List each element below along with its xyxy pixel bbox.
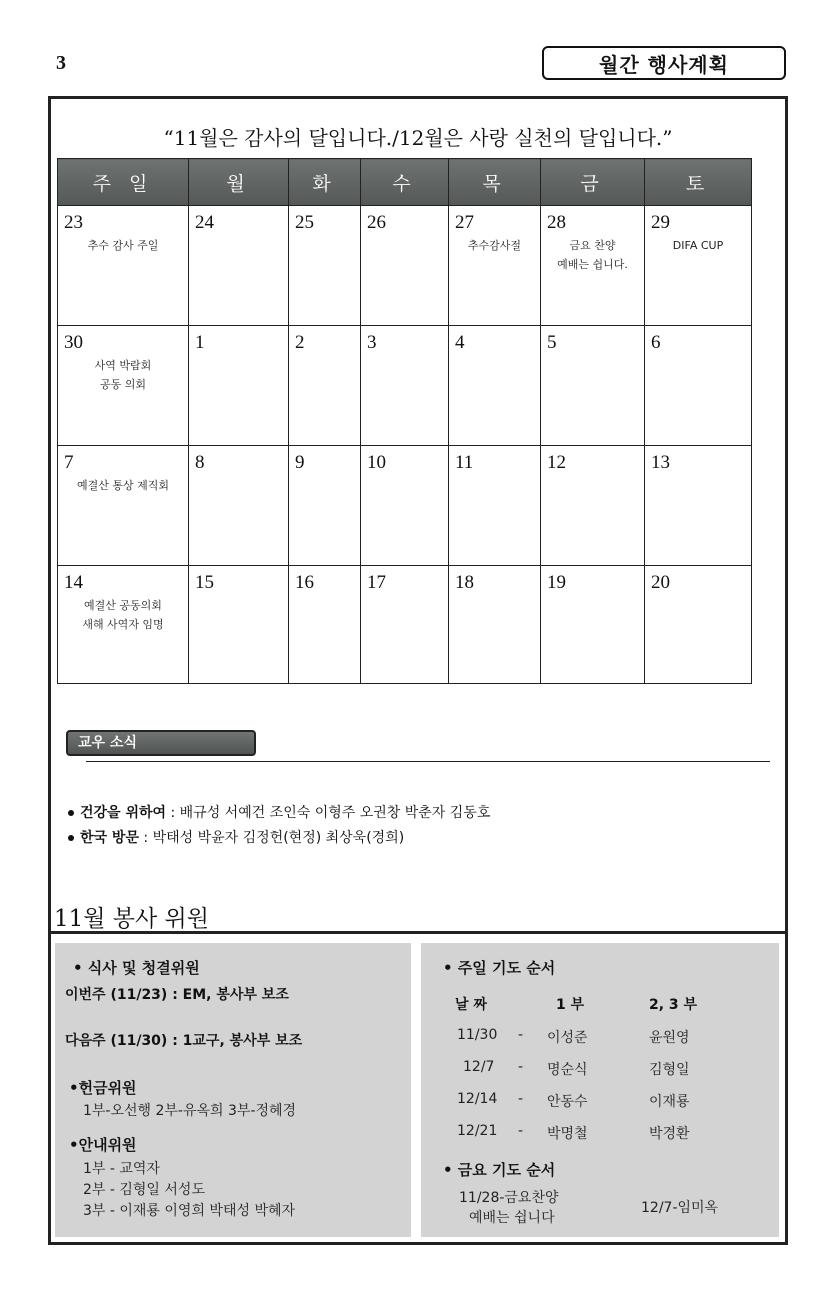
- volunteers-right-panel: [421, 943, 779, 1237]
- usher-line-2: 2부 - 김형일 서성도: [83, 1182, 205, 1198]
- calendar-day-cell: [58, 326, 189, 446]
- calendar-day-cell: [645, 206, 752, 326]
- day-number: 8: [195, 452, 205, 473]
- day-number: 26: [367, 212, 386, 233]
- calendar-day-cell: [541, 446, 645, 566]
- day-event-note: 예결산 공동의회 새해 사역자 임명: [82, 599, 164, 631]
- calendar-day-cell: [289, 326, 361, 446]
- offering-heading: •헌금위원: [69, 1079, 137, 1097]
- day-number: 24: [195, 212, 214, 233]
- next-week-duty: 다음주 (11/30) : 1교구, 봉사부 보조: [65, 1033, 303, 1049]
- calendar-day-cell: [361, 446, 449, 566]
- calendar-day-cell: [541, 206, 645, 326]
- calendar-day-cell: [645, 326, 752, 446]
- row-dash: -: [518, 1123, 524, 1139]
- day-number: 14: [64, 572, 83, 593]
- day-number: 4: [455, 332, 465, 353]
- row-second: 김형일: [649, 1062, 690, 1078]
- friday-right: 12/7-임미옥: [641, 1200, 719, 1216]
- meal-cleaning-heading: • 식사 및 청결위원: [73, 959, 200, 977]
- day-event-note: 추수감사절: [467, 239, 522, 252]
- friday-line-2: 예배는 쉽니다: [469, 1210, 555, 1226]
- news-item-title: 한국 방문: [80, 830, 139, 846]
- calendar-day-cell: [541, 566, 645, 684]
- col-second-third-service: 2, 3 부: [649, 997, 698, 1013]
- calendar-week-row: [58, 326, 752, 446]
- calendar-day-cell: [361, 566, 449, 684]
- calendar-day-cell: [289, 446, 361, 566]
- news-item-text: : 박태성 박윤자 김정헌(현정) 최상욱(경희): [138, 830, 405, 846]
- row-first: 명순식: [547, 1062, 588, 1078]
- row-first: 이성준: [547, 1030, 588, 1046]
- calendar-week-row: [58, 446, 752, 566]
- calendar-week-row: [58, 206, 752, 326]
- calendar-day-cell: [189, 206, 289, 326]
- calendar-day-cell: [58, 566, 189, 684]
- day-event-note: 사역 박람회 공동 의회: [94, 359, 152, 391]
- day-event-note: DIFA CUP: [672, 239, 724, 252]
- calendar-day-cell: [449, 326, 541, 446]
- row-second: 윤원영: [649, 1030, 690, 1046]
- calendar-day-cell: [58, 446, 189, 566]
- news-item-korea-visit: [68, 827, 404, 847]
- col-first-service: 1 부: [556, 997, 585, 1013]
- row-date: 12/7: [463, 1059, 495, 1075]
- row-first: 안동수: [547, 1094, 588, 1110]
- calendar-day-cell: [361, 206, 449, 326]
- day-number: 20: [651, 572, 670, 593]
- day-number: 6: [651, 332, 661, 353]
- weekday-fri: 금: [541, 159, 645, 206]
- day-number: 19: [547, 572, 566, 593]
- day-number: 16: [295, 572, 314, 593]
- news-item-text: : 배규성 서예건 조인숙 이형주 오권창 박춘자 김동호: [166, 805, 491, 821]
- row-dash: -: [518, 1059, 524, 1075]
- weekday-wed: 수: [361, 159, 449, 206]
- calendar-day-cell: [189, 446, 289, 566]
- day-number: 5: [547, 332, 557, 353]
- row-date: 12/14: [457, 1091, 498, 1107]
- friday-line-1: 11/28-금요찬양: [459, 1190, 559, 1206]
- weekday-sun: 주 일: [58, 159, 189, 206]
- calendar-day-cell: [449, 566, 541, 684]
- day-number: 23: [64, 212, 83, 233]
- day-number: 13: [651, 452, 670, 473]
- calendar-day-cell: [289, 566, 361, 684]
- day-number: 2: [295, 332, 305, 353]
- day-number: 12: [547, 452, 566, 473]
- calendar-day-cell: [449, 206, 541, 326]
- day-number: 17: [367, 572, 386, 593]
- monthly-motto: “11월은 감사의 달입니다./12월은 사랑 실천의 달입니다.”: [163, 126, 673, 150]
- news-item-title: 건강을 위하여: [80, 805, 167, 821]
- day-number: 29: [651, 212, 670, 233]
- volunteers-left-panel: [55, 943, 411, 1237]
- day-number: 7: [64, 452, 74, 473]
- calendar-day-cell: [189, 566, 289, 684]
- row-first: 박명철: [547, 1126, 588, 1142]
- bullet-icon: [68, 835, 74, 841]
- weekday-mon: 월: [189, 159, 289, 206]
- row-second: 이재룡: [649, 1094, 690, 1110]
- col-date: 날 짜: [455, 997, 487, 1013]
- row-dash: -: [518, 1027, 524, 1043]
- day-event-note: 금요 찬양 예배는 쉽니다.: [557, 239, 628, 271]
- day-number: 28: [547, 212, 566, 233]
- calendar-day-cell: [189, 326, 289, 446]
- row-second: 박경환: [649, 1126, 690, 1142]
- calendar-day-cell: [541, 326, 645, 446]
- sunday-prayer-heading: • 주일 기도 순서: [443, 959, 556, 977]
- weekday-sat: 토: [645, 159, 752, 206]
- day-number: 9: [295, 452, 305, 473]
- calendar-table: [57, 158, 752, 684]
- day-event-note: 예결산 통상 제직회: [76, 479, 169, 492]
- calendar-day-cell: [645, 446, 752, 566]
- volunteers-divider: [48, 931, 788, 934]
- row-date: 11/30: [457, 1027, 498, 1043]
- friday-prayer-heading: • 금요 기도 순서: [443, 1161, 556, 1179]
- offering-line: 1부-오선행 2부-유옥희 3부-정혜경: [83, 1103, 297, 1119]
- usher-line-1: 1부 - 교역자: [83, 1161, 160, 1177]
- calendar-day-cell: [645, 566, 752, 684]
- day-number: 25: [295, 212, 314, 233]
- day-number: 3: [367, 332, 377, 353]
- volunteers-title: 11월 봉사 위원: [54, 906, 209, 932]
- calendar-day-cell: [361, 326, 449, 446]
- day-number: 10: [367, 452, 386, 473]
- day-event-note: 추수 감사 주일: [87, 239, 159, 252]
- page-number: 3: [56, 52, 66, 74]
- usher-heading: •안내위원: [69, 1136, 137, 1154]
- calendar-week-row: [58, 566, 752, 684]
- page-title: 월간 행사계획: [542, 46, 786, 80]
- row-date: 12/21: [457, 1123, 498, 1139]
- bullet-icon: [68, 810, 74, 816]
- news-divider: [86, 761, 770, 762]
- calendar-day-cell: [449, 446, 541, 566]
- usher-line-3: 3부 - 이재룡 이영희 박태성 박혜자: [83, 1203, 296, 1219]
- calendar-day-cell: [289, 206, 361, 326]
- weekday-header-row: [58, 159, 752, 206]
- this-week-duty: 이번주 (11/23) : EM, 봉사부 보조: [65, 987, 289, 1003]
- day-number: 15: [195, 572, 214, 593]
- church-news-label: 교우 소식: [66, 730, 256, 756]
- day-number: 27: [455, 212, 474, 233]
- day-number: 30: [64, 332, 83, 353]
- weekday-thu: 목: [449, 159, 541, 206]
- row-dash: -: [518, 1091, 524, 1107]
- weekday-tue: 화: [289, 159, 361, 206]
- calendar-day-cell: [58, 206, 189, 326]
- day-number: 11: [455, 452, 474, 473]
- news-item-health: [68, 802, 490, 822]
- day-number: 1: [195, 332, 205, 353]
- day-number: 18: [455, 572, 474, 593]
